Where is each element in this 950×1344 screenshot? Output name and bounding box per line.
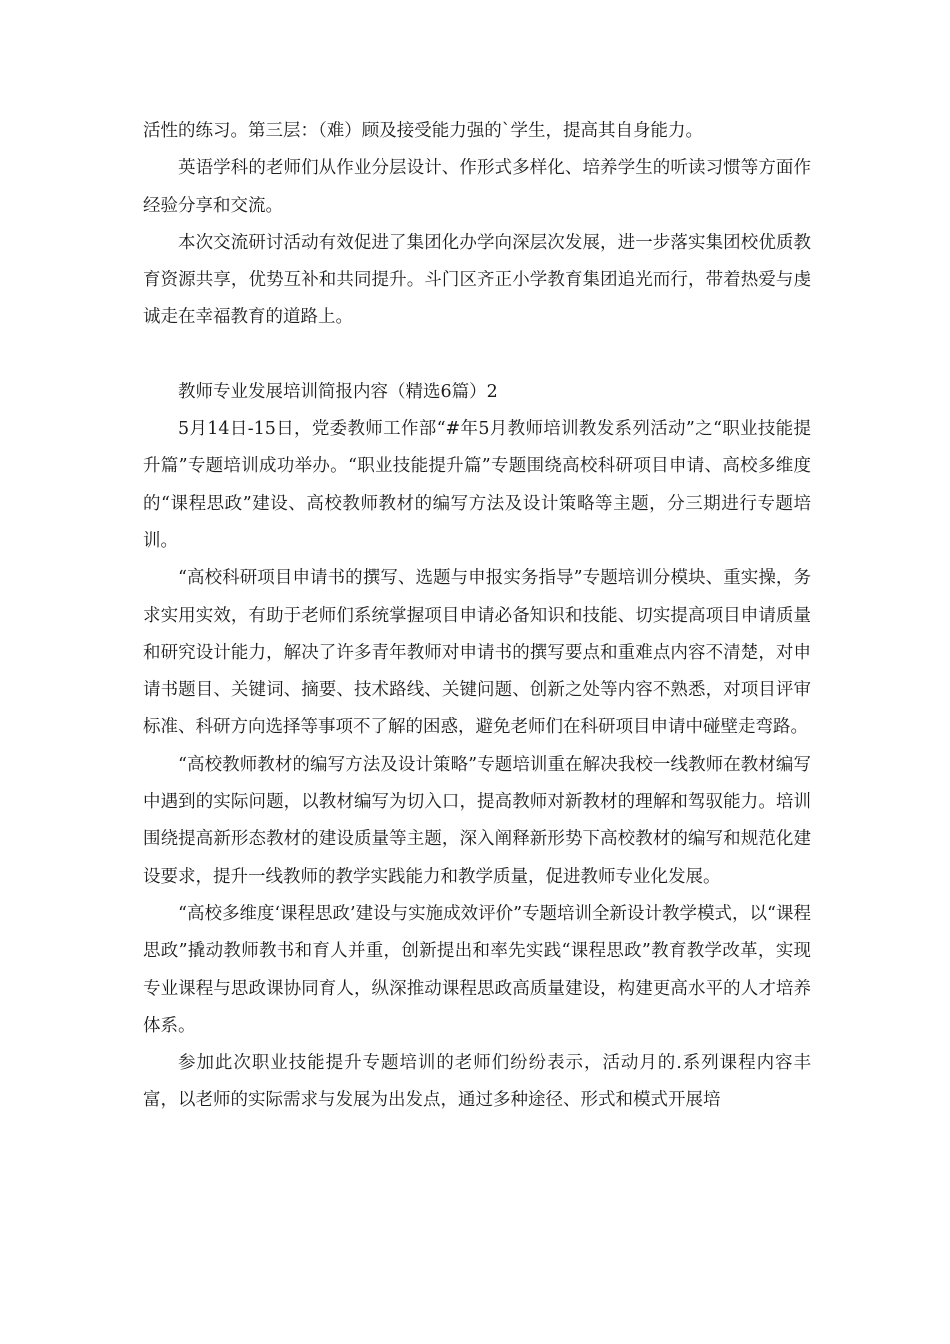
paragraph-exchange-summary: 本次交流研讨活动有效促进了集团化办学向深层次发展，进一步落实集团校优质教育资源共享，优势互补和共同提升。斗门区齐正小学教育集团追光而行，带着热爱与虔诚走在幸福教育的道路上。 [143,232,811,328]
paragraph-participant-feedback: 参加此次职业技能提升专题培训的老师们纷纷表示，活动月的.系列课程内容丰富，以老师的实际需求与发展为出发点，通过多种途径、形式和模式开展培 [143,1053,811,1111]
paragraph-training-intro: 5月14日-15日，党委教师工作部“#年5月教师培训教发系列活动”之“职业技能提升篇”专题培训成功举办。“职业技能提升篇”专题围绕高校科研项目申请、高校多维度的“课程思政”建设、高校教师教材的编写方法及设计策略等主题，分三期进行专题培训。 [143,419,811,551]
paragraph-research-project-training: “高校科研项目申请书的撰写、选题与申报实务指导”专题培训分模块、重实操，务求实用实效，有助于老师们系统掌握项目申请必备知识和技能、切实提高项目申请质量和研究设计能力，解决了许多青年教师对申请书的撰写要点和重难点内容不清楚，对申请书题目、关键词、摘要、技术路线、关键问题、创新之处等内容不熟悉，对项目评审标准、科研方向选择等事项不了解的困惑，避免老师们在科研项目申请中碰壁走弯路。 [143,568,811,738]
paragraph-ideology-course-training: “高校多维度‘课程思政’建设与实施成效评价”专题培训全新设计教学模式，以“课程思政”撬动教师教书和育人并重，创新提出和率先实践“课程思政”教育教学改革，实现专业课程与思政课协同育人，纵深推动课程思政高质量建设，构建更高水平的人才培养体系。 [143,903,811,1036]
paragraph-english-subject: 英语学科的老师们从作业分层设计、作形式多样化、培养学生的听读习惯等方面作经验分享和交流。 [143,158,811,216]
paragraph-continuation: 活性的练习。第三层：（难）顾及接受能力强的`学生，提高其自身能力。 [143,121,703,141]
document-body [143,113,811,1120]
paragraph-textbook-training: “高校教师教材的编写方法及设计策略”专题培训重在解决我校一线教师在教材编写中遇到的实际问题，以教材编写为切入口，提高教师对新教材的理解和驾驭能力。培训围绕提高新形态教材的建设质量等主题，深入阐释新形势下高校教材的编写和规范化建设要求，提升一线教师的教学实践能力和教学质量，促进教师专业化发展。 [143,754,811,887]
section-heading: 教师专业发展培训简报内容（精选6篇）2 [178,381,498,402]
